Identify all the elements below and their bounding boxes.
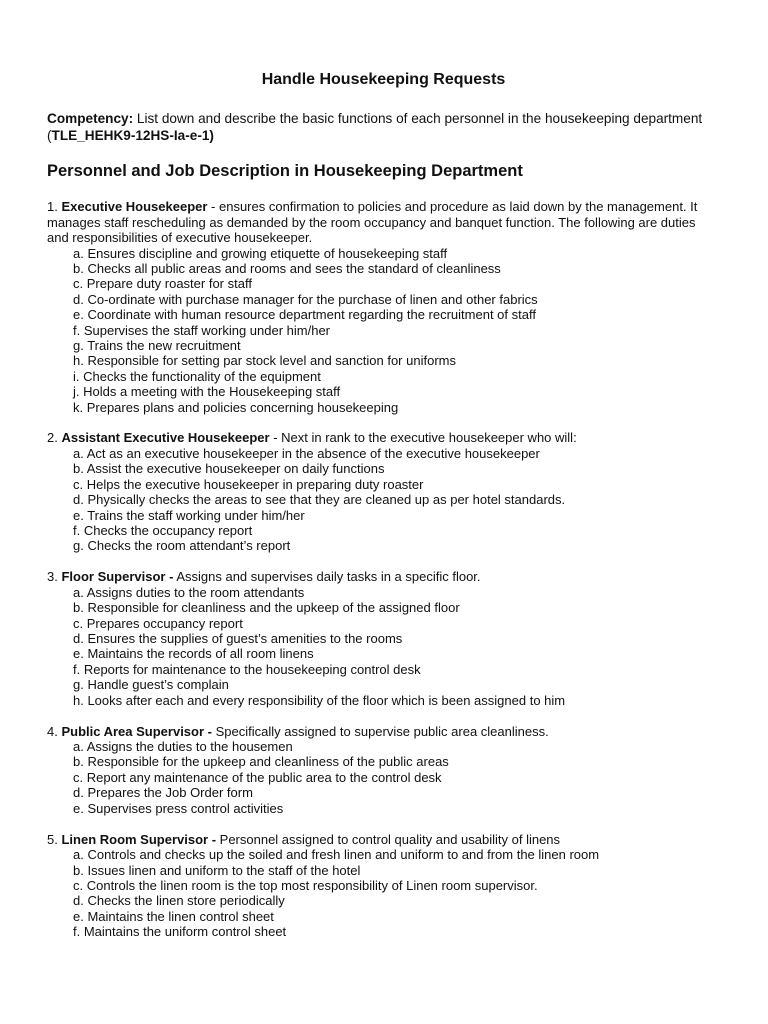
competency-statement	[47, 110, 720, 144]
duty-item: a. Assigns the duties to the housemen	[73, 739, 293, 755]
section-number: 5.	[47, 831, 62, 847]
section-intro	[47, 199, 720, 246]
role-title: Public Area Supervisor -	[61, 723, 212, 739]
duty-item: a. Assigns duties to the room attendants	[73, 584, 305, 600]
duty-item: b. Responsible for the upkeep and cleanliness of the public areas	[73, 754, 449, 770]
section-intro	[47, 724, 720, 740]
role-description: Personnel assigned to control quality and usability of linens	[216, 831, 561, 847]
duty-item: c. Helps the executive housekeeper in preparing duty roaster	[73, 476, 424, 492]
section-heading: Personnel and Job Description in Housekeeping Department	[47, 162, 523, 180]
section-number: 4.	[47, 723, 62, 739]
duty-item: e. Coordinate with human resource department regarding the recruitment of staff	[73, 307, 536, 323]
personnel-section-assistant-executive-housekeeper	[47, 430, 720, 553]
section-intro	[47, 832, 720, 848]
duty-item: d. Co-ordinate with purchase manager for the purchase of linen and other fabrics	[73, 291, 538, 307]
duty-item: b. Assist the executive housekeeper on daily functions	[73, 461, 385, 477]
duty-item: j. Holds a meeting with the Housekeeping staff	[73, 384, 341, 400]
duty-item: h. Responsible for setting par stock level and sanction for uniforms	[73, 353, 456, 369]
role-title: Floor Supervisor -	[61, 569, 174, 585]
section-number: 3.	[47, 569, 62, 585]
duty-item: d. Checks the linen store periodically	[73, 893, 285, 909]
duty-item: c. Prepares occupancy report	[73, 615, 243, 631]
duty-item: g. Handle guest’s complain	[73, 677, 229, 693]
section-number: 1.	[47, 199, 62, 214]
role-description: Assigns and supervises daily tasks in a specific floor.	[173, 569, 481, 585]
duty-item: a. Controls and checks up the soiled and fresh linen and uniform to and from the linen room	[73, 847, 600, 863]
duty-list	[47, 585, 720, 708]
role-title: Linen Room Supervisor -	[61, 831, 217, 847]
role-title: Executive Housekeeper	[61, 199, 208, 214]
duty-item: b. Checks all public areas and rooms and sees the standard of cleanliness	[73, 260, 501, 276]
duty-item: c. Report any maintenance of the public area to the control desk	[73, 769, 442, 785]
duty-item: b. Issues linen and uniform to the staff of the hotel	[73, 862, 361, 878]
duty-item: a. Act as an executive housekeeper in the absence of the executive housekeeper	[73, 445, 540, 461]
duty-item: a. Ensures discipline and growing etiquette of housekeeping staff	[73, 245, 448, 261]
duty-item: f. Checks the occupancy report	[73, 523, 253, 538]
competency-text: List down and describe the basic functions of each personnel in the housekeeping department (	[47, 111, 703, 143]
competency-label: Competency:	[47, 111, 134, 126]
personnel-section-linen-room-supervisor	[47, 832, 720, 940]
duty-item: c. Prepare duty roaster for staff	[73, 276, 252, 292]
duty-item: g. Checks the room attendant’s report	[73, 538, 291, 554]
duty-item: d. Physically checks the areas to see that they are cleaned up as per hotel standards.	[73, 492, 566, 508]
duty-item: g. Trains the new recruitment	[73, 337, 241, 353]
duty-list	[47, 739, 720, 816]
personnel-section-floor-supervisor	[47, 569, 720, 708]
duty-item: e. Trains the staff working under him/her	[73, 507, 305, 523]
role-description: Specifically assigned to supervise public area cleanliness.	[211, 723, 549, 739]
duty-item: d. Ensures the supplies of guest’s amenities to the rooms	[73, 631, 403, 647]
duty-item: f. Reports for maintenance to the housekeeping control desk	[73, 661, 421, 677]
duty-item: h. Looks after each and every responsibility of the floor which is been assigned to him	[73, 692, 566, 708]
section-number: 2.	[47, 430, 62, 446]
duty-item: i. Checks the functionality of the equipment	[73, 368, 321, 384]
duty-item: d. Prepares the Job Order form	[73, 785, 253, 801]
duty-list	[47, 446, 720, 554]
duty-item: e. Maintains the linen control sheet	[73, 908, 274, 924]
duty-item: e. Maintains the records of all room linens	[73, 646, 314, 662]
duty-item: e. Supervises press control activities	[73, 800, 284, 816]
personnel-section-executive-housekeeper	[47, 199, 720, 415]
duty-item: c. Controls the linen room is the top most responsibility of Linen room supervisor.	[73, 877, 538, 893]
duty-item: b. Responsible for cleanliness and the upkeep of the assigned floor	[73, 600, 460, 616]
duty-item: f. Maintains the uniform control sheet	[73, 924, 287, 940]
competency-code: TLE_HEHK9-12HS-Ia-e-1)	[51, 128, 214, 143]
duty-item: k. Prepares plans and policies concerning housekeeping	[73, 399, 399, 415]
role-description: - ensures confirmation to policies and procedure as laid down by the management. It manages staff rescheduling as demanded by the room occupancy and banquet function. The following are duties and responsibilities of executive housekeeper.	[47, 199, 698, 245]
role-title: Assistant Executive Housekeeper	[61, 430, 270, 446]
section-intro	[47, 569, 720, 585]
document-title: Handle Housekeeping Requests	[261, 71, 506, 88]
duty-item: f. Supervises the staff working under him/her	[73, 322, 330, 338]
personnel-section-public-area-supervisor	[47, 724, 720, 817]
duty-list	[47, 847, 720, 939]
duty-list	[47, 246, 720, 415]
role-description: - Next in rank to the executive housekeeper who will:	[269, 430, 577, 446]
section-intro	[47, 430, 720, 446]
